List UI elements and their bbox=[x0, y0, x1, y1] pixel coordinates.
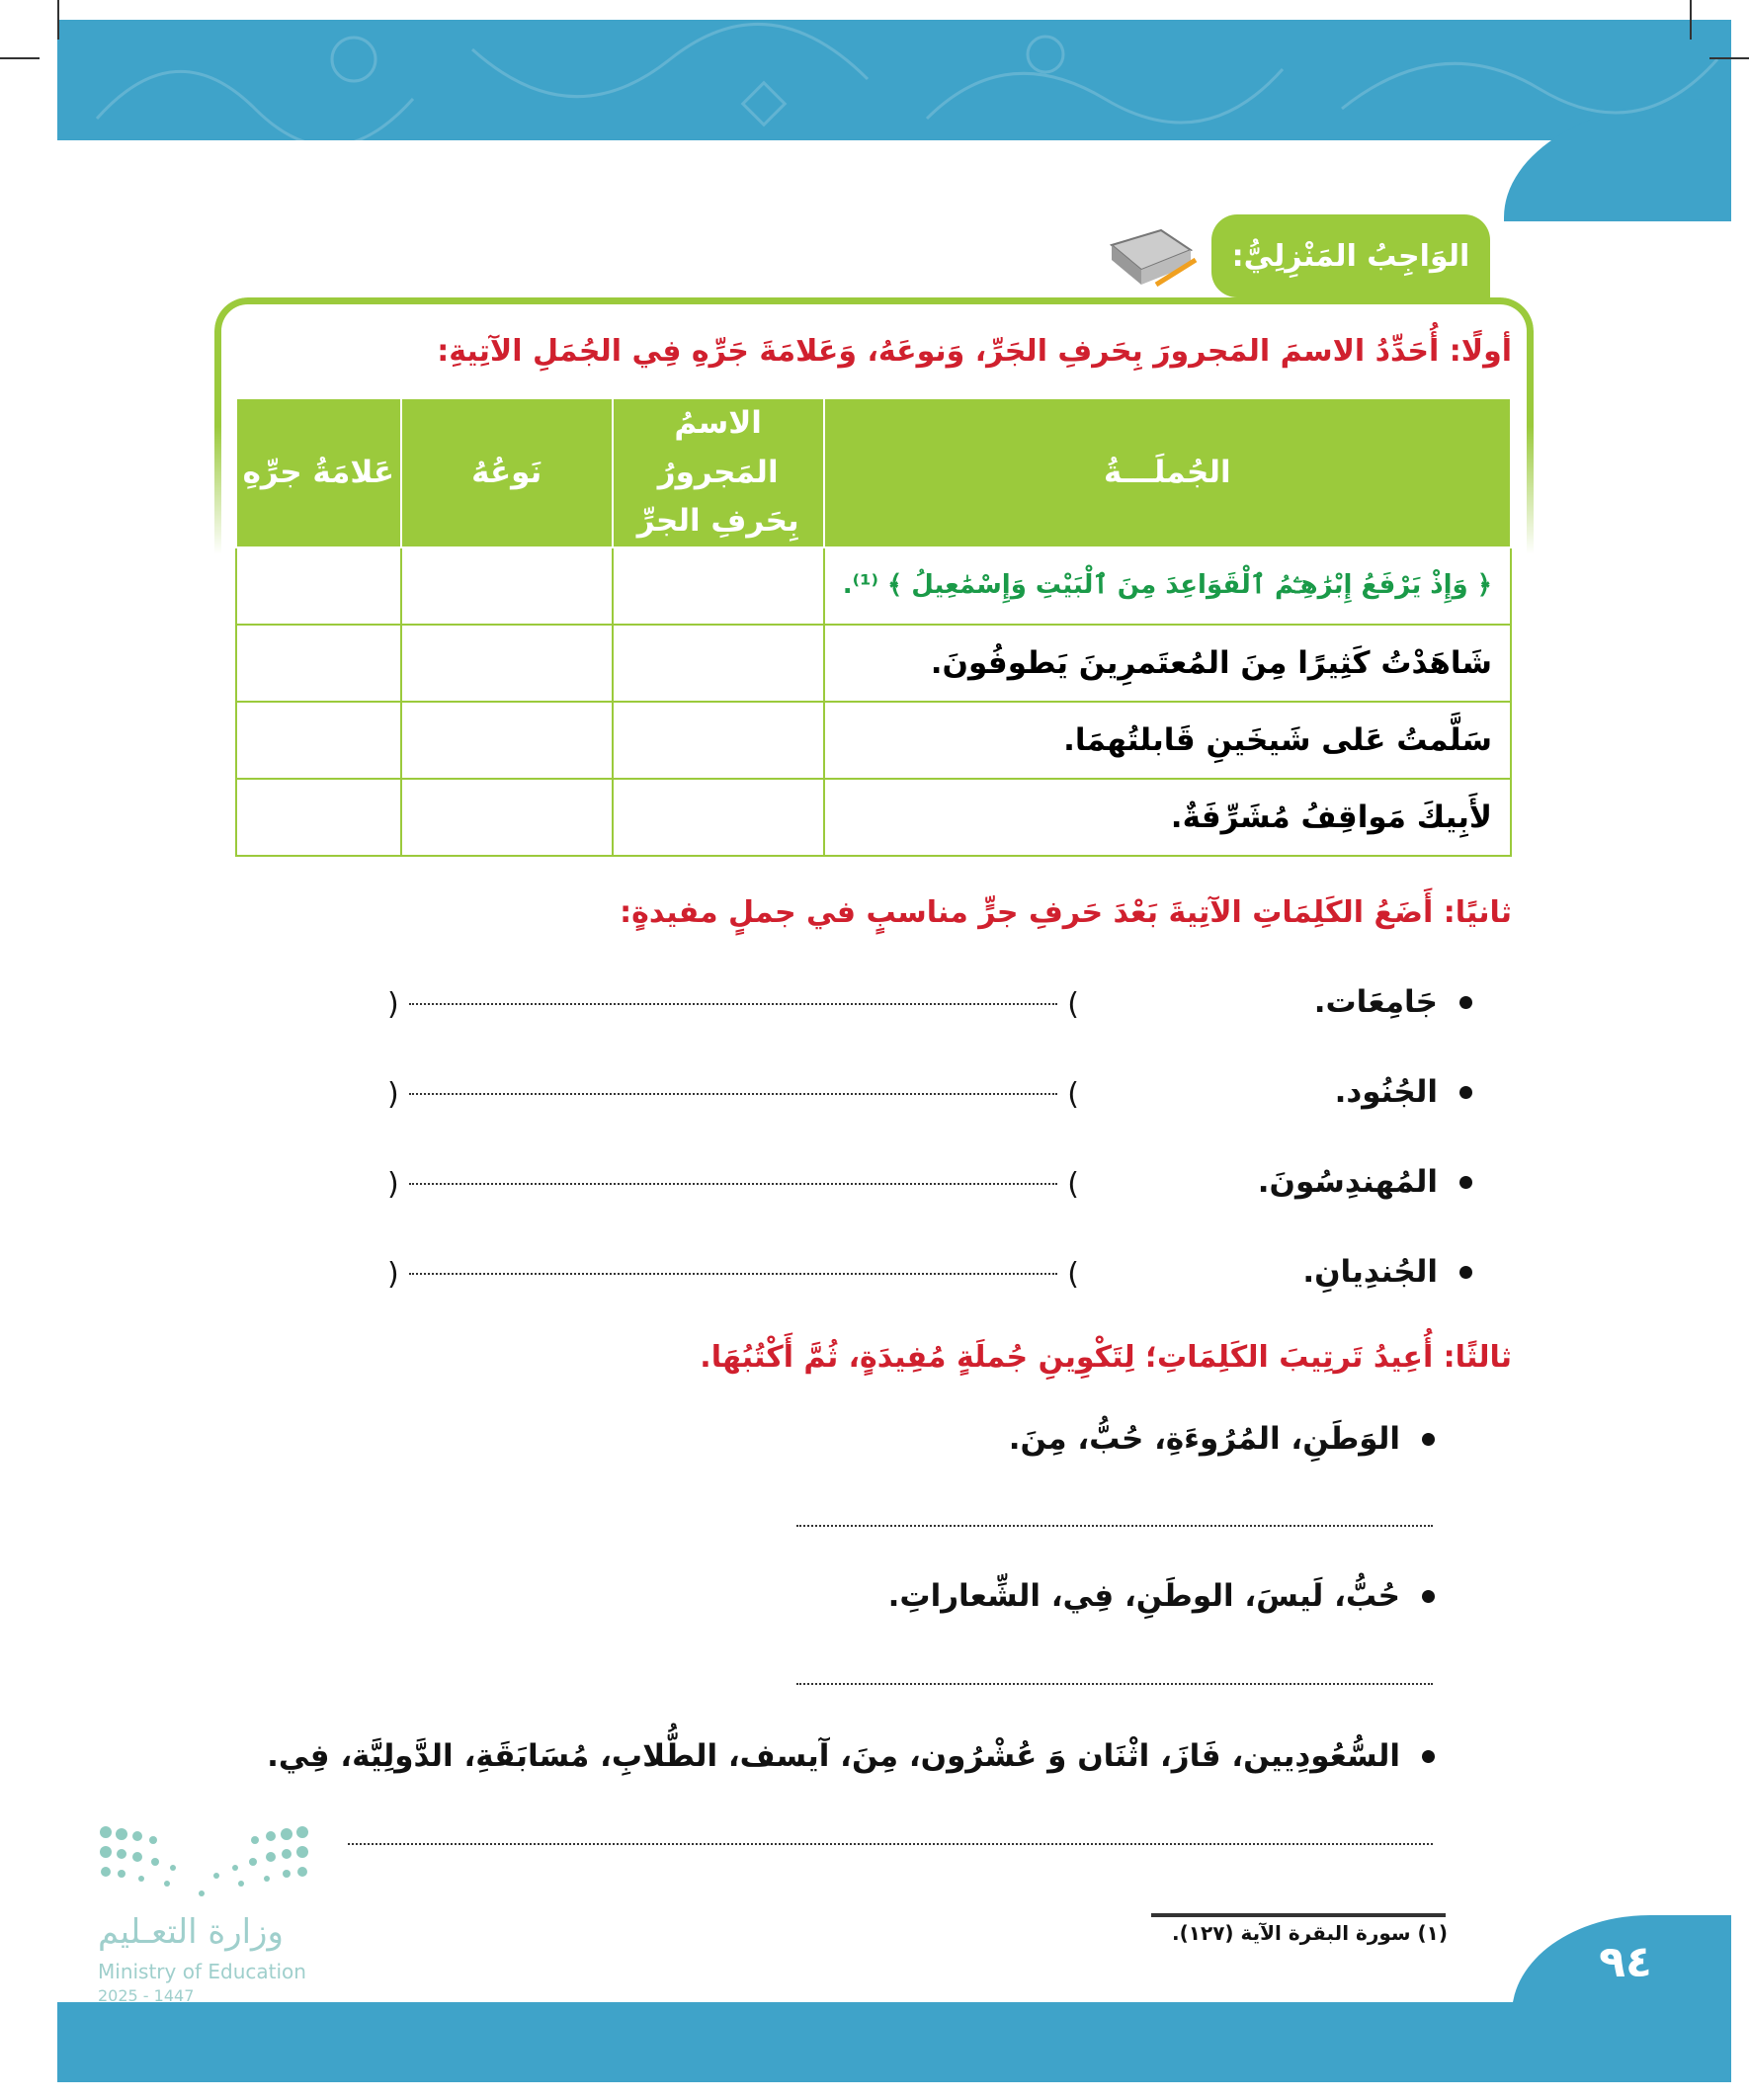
homework-tab bbox=[1211, 214, 1490, 297]
paren: ( bbox=[1067, 1166, 1079, 1202]
crop-mark bbox=[0, 57, 40, 59]
book-pencil-icon bbox=[1102, 215, 1201, 294]
answer-line[interactable] bbox=[387, 1254, 1079, 1294]
list-item bbox=[1009, 1421, 1435, 1457]
header-sentence: الجُملَـــةُ bbox=[824, 399, 1511, 547]
answer-cell[interactable] bbox=[401, 547, 613, 625]
answer-line[interactable] bbox=[796, 1683, 1433, 1685]
answer-cell[interactable] bbox=[401, 779, 613, 856]
answer-cell[interactable] bbox=[613, 547, 824, 625]
table-row bbox=[236, 625, 1511, 702]
section1-heading: أولًا: أُحَدِّدُ الاسمَ المَجرورَ بِحَرفِ الجَرِّ، وَنوعَهُ، وَعَلامَةَ جَرِّهِ فِي الجُمَلِ الآتِيةِ: bbox=[437, 334, 1512, 369]
answer-line[interactable] bbox=[387, 1164, 1079, 1204]
edition-year: 2025 - 1447 bbox=[98, 1986, 195, 2005]
bullet-icon bbox=[1459, 996, 1472, 1009]
bullet-icon bbox=[1459, 1176, 1472, 1189]
dotted-line bbox=[409, 1003, 1058, 1005]
word: المُهندِسُونَ. bbox=[1257, 1164, 1438, 1200]
ministry-logo-icon bbox=[98, 1824, 310, 1898]
crop-mark bbox=[1709, 57, 1749, 59]
sentence-cell: ﴿ وَإِذْ يَرْفَعُ إِبْرَٰهِـۧمُ ٱلْقَوَاعِدَ مِنَ ٱلْبَيْتِ وَإِسْمَٰعِيلُ ﴾ ⁽¹⁾. bbox=[824, 547, 1511, 625]
word-list: حُبُّ، لَيسَ، الوطَنِ، فِي، الشِّعاراتِ. bbox=[887, 1578, 1400, 1614]
dotted-line bbox=[409, 1183, 1058, 1185]
crop-mark bbox=[1690, 0, 1692, 40]
bullet-icon bbox=[1459, 1086, 1472, 1099]
list-item bbox=[888, 1578, 1435, 1614]
word: الجُنُود. bbox=[1334, 1074, 1438, 1110]
table-row bbox=[236, 702, 1511, 779]
paren: ) bbox=[387, 1256, 399, 1292]
grammar-table bbox=[235, 399, 1512, 857]
table-row bbox=[236, 779, 1511, 856]
paren: ) bbox=[387, 1166, 399, 1202]
answer-cell[interactable] bbox=[613, 779, 824, 856]
list-item bbox=[1302, 1254, 1472, 1290]
bullet-icon bbox=[1459, 1266, 1472, 1279]
section3-heading: ثالثًا: أُعِيدُ تَرتِيبَ الكَلِمَاتِ؛ لِتَكْوِينِ جُملَةٍ مُفِيدَةٍ، ثُمَّ أَكْتُبُهَا. bbox=[700, 1340, 1512, 1375]
answer-line[interactable] bbox=[348, 1843, 1433, 1845]
sentence-cell: شَاهَدْتُ كَثِيرًا مِنَ المُعتَمرِينَ يَطوفُونَ. bbox=[824, 625, 1511, 702]
paren: ) bbox=[387, 1076, 399, 1112]
answer-cell[interactable] bbox=[236, 779, 401, 856]
table-row bbox=[236, 547, 1511, 625]
answer-cell[interactable] bbox=[401, 625, 613, 702]
dotted-line bbox=[409, 1093, 1058, 1095]
sentence-cell: سَلَّمتُ عَلى شَيخَينِ قَابلتُهمَا. bbox=[824, 702, 1511, 779]
sentence-cell: لأَبِيكَ مَواقِفُ مُشَرِّفَةٌ. bbox=[824, 779, 1511, 856]
arabesque-pattern bbox=[57, 20, 1731, 140]
ministry-name-english: Ministry of Education bbox=[98, 1960, 306, 1983]
list-item bbox=[1314, 984, 1472, 1020]
answer-cell[interactable] bbox=[236, 547, 401, 625]
list-item bbox=[267, 1738, 1435, 1774]
answer-cell[interactable] bbox=[613, 702, 824, 779]
header-case-sign: عَلامَةُ جرِّهِ bbox=[236, 399, 401, 547]
answer-cell[interactable] bbox=[236, 702, 401, 779]
paren: ) bbox=[387, 986, 399, 1022]
bullet-icon bbox=[1422, 1750, 1435, 1763]
list-item bbox=[1258, 1164, 1472, 1200]
homework-title: الوَاجِبُ المَنْزِلِيُّ: bbox=[1231, 238, 1470, 274]
bullet-icon bbox=[1422, 1433, 1435, 1446]
paren: ( bbox=[1067, 1076, 1079, 1112]
header-type: نَوعُهُ bbox=[401, 399, 613, 547]
header-majrur-noun: الاسمُ المَجرورُ بِحَرفِ الجرِّ bbox=[613, 399, 824, 547]
answer-cell[interactable] bbox=[613, 625, 824, 702]
bottom-banner bbox=[57, 2002, 1731, 2082]
word-list: السُّعُودِيين، فَازَ، اثْنَان وَ عُشْرُون، مِنَ، آيسف، الطُّلابِ، مُسَابَقَةِ، الدَّولِيَّة، فِي. bbox=[267, 1738, 1400, 1774]
answer-line[interactable] bbox=[387, 984, 1079, 1024]
paren: ( bbox=[1067, 1256, 1079, 1292]
section2-heading: ثانيًا: أَضَعُ الكَلِمَاتِ الآتِيةَ بَعْدَ حَرفِ جرٍّ مناسبٍ في جملٍ مفيدةٍ: bbox=[620, 895, 1512, 930]
answer-cell[interactable] bbox=[236, 625, 401, 702]
answer-line[interactable] bbox=[387, 1074, 1079, 1114]
dotted-line bbox=[409, 1273, 1058, 1275]
word: الجُندِيانِ. bbox=[1302, 1254, 1438, 1290]
word: جَامِعَات. bbox=[1313, 984, 1438, 1020]
page-number: ٩٤ bbox=[1599, 1937, 1652, 1987]
list-item bbox=[1335, 1074, 1472, 1110]
footnote: (١) سورة البقرة الآية (١٢٧). bbox=[1172, 1921, 1448, 1945]
paren: ( bbox=[1067, 986, 1079, 1022]
footnote-divider bbox=[1151, 1913, 1446, 1917]
word-list: الوَطَنِ، المُرُوءَةِ، حُبُّ، مِنَ. bbox=[1008, 1421, 1400, 1457]
bullet-icon bbox=[1422, 1590, 1435, 1603]
answer-line[interactable] bbox=[796, 1525, 1433, 1527]
crop-mark bbox=[57, 0, 59, 40]
ministry-name-arabic: وزارة التعـليم bbox=[98, 1912, 284, 1952]
answer-cell[interactable] bbox=[401, 702, 613, 779]
